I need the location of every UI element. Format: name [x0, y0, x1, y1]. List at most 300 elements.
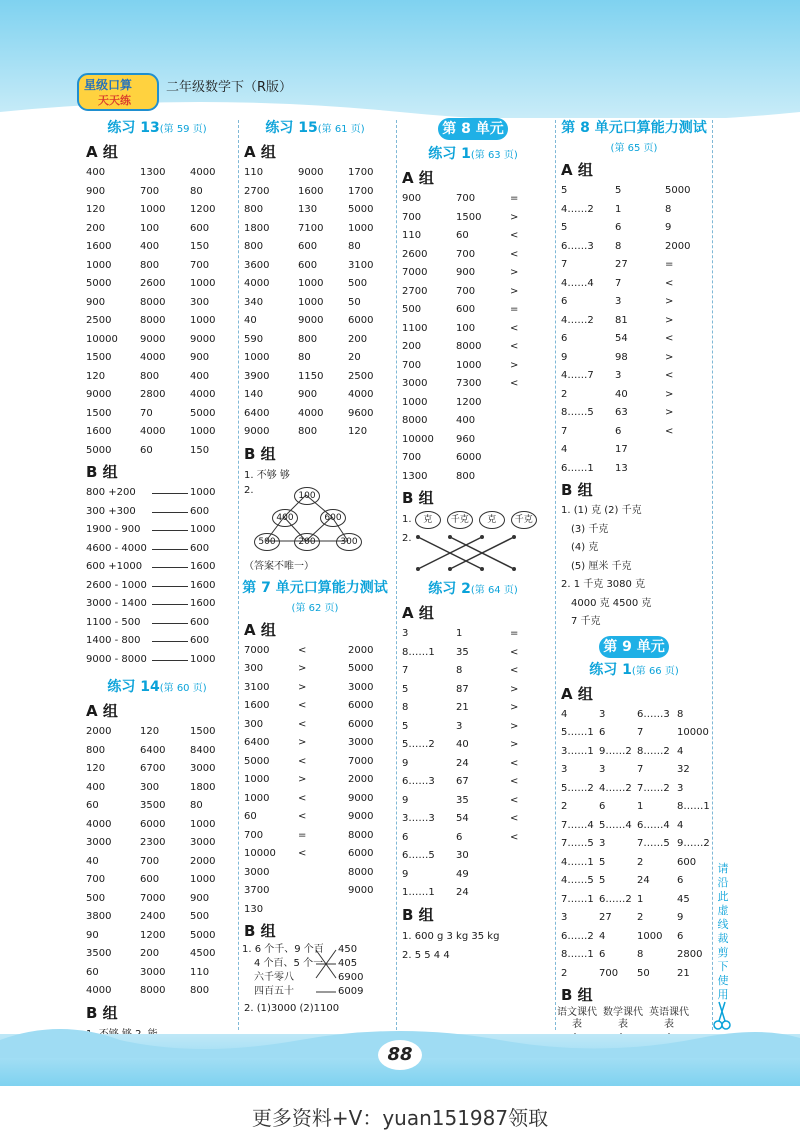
answer-cell: 4: [561, 708, 568, 720]
answer-row: [240, 423, 390, 442]
answer-cell: 1500: [190, 726, 216, 737]
circled-unit: 克: [415, 511, 441, 529]
answer-cell: 3: [615, 296, 622, 307]
circled-unit: 克: [479, 511, 505, 529]
answer-text: 4000 克 4500 克: [571, 597, 652, 609]
exercise-title: 练习 1(第 66 页): [589, 661, 679, 678]
answer-row: [557, 835, 711, 854]
answer-cell: =: [298, 829, 307, 841]
answer-cell: 6400: [244, 407, 270, 419]
answer-cell: 3600: [244, 259, 270, 271]
answer-row: [82, 183, 232, 202]
answer-list: [82, 164, 232, 460]
answer-cell: <: [510, 794, 519, 806]
answer-cell: 60: [86, 800, 99, 811]
answer-row: [398, 847, 548, 866]
answer-cell: 1200: [190, 204, 216, 215]
answer-row: [398, 449, 548, 468]
answer-cell: 340: [244, 296, 264, 308]
answer-cell: 7……5: [637, 838, 670, 849]
answer-cell: 2600: [402, 248, 428, 260]
answer-cell: 2: [561, 801, 568, 812]
answer-cell: 9600: [348, 407, 374, 419]
answer-cell: 9000: [190, 333, 216, 345]
answer-cell: 7……5: [561, 838, 594, 849]
answer-cell: 50: [637, 967, 650, 979]
group-label: B 组: [86, 463, 118, 481]
answer-cell: 80: [348, 241, 361, 252]
answer-cell: >: [510, 211, 519, 223]
answer-cell: >: [298, 663, 307, 674]
test-page: (第 65 页): [610, 143, 658, 154]
answer-cell: 4: [677, 819, 684, 831]
answer-cell: 6: [599, 801, 606, 812]
answer-cell: 900: [86, 296, 106, 308]
answer-list: [240, 642, 390, 920]
answer-cell: 70: [140, 407, 153, 419]
answer-cell: 6400: [244, 737, 270, 748]
answer-cell: 300: [244, 718, 264, 730]
answer-cell: 1: [456, 628, 463, 639]
answer-cell: 9000: [140, 333, 166, 345]
answer-row: [240, 349, 390, 368]
group-label: B 组: [561, 986, 593, 1004]
answer-cell: 300: [190, 296, 210, 308]
answer-cell: 4……7: [561, 370, 594, 381]
answer-cell: 5……4: [599, 819, 632, 831]
answer-cell: 6000: [456, 452, 482, 463]
answer-list: [82, 723, 232, 1001]
answer-cell: 3: [561, 764, 568, 775]
book-title: 二年级数学下（R版）: [166, 80, 293, 95]
answer-row: [240, 386, 390, 405]
answer-cell: 40: [244, 315, 257, 326]
result: 600: [190, 616, 210, 628]
answer-row: [398, 884, 548, 903]
unit-header: [557, 632, 711, 658]
answer-list: [240, 164, 390, 442]
answer-cell: 120: [348, 426, 368, 437]
answer-row: [398, 190, 548, 209]
answer-row: [82, 331, 232, 350]
equals-line: [152, 530, 188, 531]
answer-cell: 1000: [402, 396, 428, 408]
equals-line: [152, 567, 188, 568]
answer-cell: 2: [637, 912, 644, 923]
answer-row: [240, 790, 390, 809]
answer-row: [82, 964, 232, 983]
answer-cell: >: [510, 720, 519, 732]
result: 1600: [190, 561, 216, 572]
answer-row: [557, 330, 711, 349]
answer-cell: 1000: [190, 315, 216, 326]
answer-cell: 2700: [244, 185, 270, 197]
answer-row: [240, 901, 390, 920]
answer-row: [240, 864, 390, 883]
answer-cell: 24: [456, 757, 469, 769]
answer-cell: 100: [140, 222, 160, 234]
answer-cell: 45: [677, 893, 690, 905]
answer-cell: 7: [637, 727, 644, 738]
answer-cell: 400: [86, 781, 106, 793]
answer-cell: 1000: [190, 818, 216, 830]
answer-text: 2. (1)3000 (2)1100: [244, 1003, 340, 1014]
answer-row: [82, 577, 232, 596]
answer-cell: 4……2: [561, 203, 594, 215]
answer-cell: 1: [637, 893, 644, 905]
column-divider: [396, 120, 397, 1030]
answer-cell: 2: [561, 388, 568, 400]
answer-cell: 1000: [244, 792, 270, 804]
answer-cell: 5……2: [402, 739, 435, 750]
answer-cell: 2000: [665, 240, 691, 252]
answer-cell: 8000: [348, 866, 374, 878]
answer-row: [240, 679, 390, 698]
answer-cell: 6: [456, 831, 463, 843]
answer-cell: 1000: [190, 426, 216, 437]
answer-cell: =: [665, 259, 674, 270]
answer-cell: 1000: [244, 774, 270, 785]
answer-cell: 120: [86, 370, 106, 382]
answer-cell: 130: [244, 903, 264, 915]
answer-cell: 6000: [348, 315, 374, 326]
answer-cell: 7: [402, 665, 409, 676]
answer-cell: 800: [140, 259, 160, 271]
answer-cell: =: [510, 304, 519, 315]
answer-cell: 400: [190, 370, 210, 382]
answer-row: [398, 773, 548, 792]
answer-cell: 9000: [348, 885, 374, 896]
answer-cell: 800: [86, 744, 106, 756]
answer-cell: 200: [140, 948, 160, 959]
circled-unit: 千克: [511, 511, 537, 529]
answer-cell: 7……4: [561, 819, 594, 831]
answer-cell: 600: [298, 259, 318, 271]
answer-text: 2.: [244, 484, 254, 496]
answer-cell: 700: [456, 248, 476, 260]
answer-cell: 4……5: [561, 875, 594, 886]
test-title: 第 8 单元口算能力测试: [561, 120, 707, 136]
answer-cell: 4: [677, 745, 684, 757]
answer-cell: 110: [244, 167, 264, 178]
answer-note: （答案不唯一）: [244, 560, 314, 572]
matching-rows: [240, 943, 390, 999]
answer-cell: 1150: [298, 370, 324, 382]
group-label: B 组: [244, 444, 276, 463]
answer-cell: 3500: [86, 948, 112, 959]
answer-cell: 27: [615, 259, 628, 270]
answer-cell: 9: [677, 912, 684, 923]
answer-cell: 700: [140, 185, 160, 197]
answer-cell: >: [510, 267, 519, 278]
answer-cell: 400: [456, 415, 476, 426]
answer-cell: 6……2: [599, 893, 632, 905]
exercise-title: 练习 13(第 59 页): [107, 120, 207, 136]
answer-cell: 2: [637, 856, 644, 868]
answer-cell: 110: [190, 966, 210, 978]
answer-row: [398, 246, 548, 265]
answer-row: [82, 595, 232, 614]
answer-row: [240, 220, 390, 239]
answer-cell: 6: [615, 425, 622, 437]
answer-cell: 6000: [140, 818, 166, 830]
answer-cell: <: [665, 425, 674, 437]
answer-cell: 2000: [348, 644, 374, 656]
exercise-title: 练习 14(第 60 页): [107, 679, 207, 695]
answer-cell: 7: [561, 425, 568, 437]
test-page: (第 62 页): [291, 602, 339, 614]
answer-row: [82, 834, 232, 853]
answer-cell: 4000: [298, 407, 324, 419]
answer-row: [557, 761, 711, 780]
answer-cell: 1500: [86, 352, 112, 363]
crossing-diagram: [398, 529, 548, 577]
result: 600: [190, 542, 210, 554]
watermark-text: 更多资料+V：yuan151987领取: [251, 1106, 549, 1130]
answer-cell: 1700: [348, 185, 374, 197]
answer-cell: 200: [86, 222, 106, 234]
answer-cell: 8000: [402, 415, 428, 426]
answer-row: [82, 521, 232, 540]
answer-cell: <: [510, 230, 519, 241]
answer-row: [557, 743, 711, 762]
answer-row: [82, 558, 232, 577]
answer-cell: 800: [298, 333, 318, 345]
answer-cell: 7……2: [637, 782, 670, 794]
answer-cell: 67: [456, 776, 469, 787]
answer-cell: 6: [561, 333, 568, 344]
answer-cell: 700: [402, 452, 422, 463]
answer-cell: 900: [298, 389, 318, 400]
answer-cell: 150: [190, 241, 210, 252]
result: 1600: [190, 579, 216, 591]
answer-cell: 30: [456, 850, 469, 861]
answer-row: [82, 368, 232, 387]
answer-row: [82, 632, 232, 651]
answer-row: [240, 771, 390, 790]
answer-cell: 3: [402, 628, 409, 639]
equals-line: [152, 586, 188, 587]
equals-line: [152, 493, 188, 494]
answer-row: [240, 312, 390, 331]
answer-cell: =: [510, 193, 519, 204]
answer-row: [398, 662, 548, 681]
answer-cell: 4: [561, 444, 568, 455]
answer-cell: <: [665, 370, 674, 381]
answer-row: [82, 442, 232, 461]
answer-cell: 5: [599, 856, 606, 868]
answer-cell: 21: [677, 967, 690, 979]
answer-cell: 100: [456, 322, 476, 334]
answer-row: [557, 182, 711, 201]
group-label: A 组: [561, 161, 593, 179]
matching-left: 四百五十: [254, 986, 294, 997]
answer-cell: 1200: [456, 396, 482, 408]
answer-cell: 6000: [348, 848, 374, 859]
answer-row: [82, 853, 232, 872]
tree-node: 400: [272, 509, 298, 527]
answer-text: (3) 千克: [571, 523, 609, 535]
answer-cell: 700: [402, 359, 422, 371]
tree-node: 600: [320, 509, 346, 527]
expression: 1400 - 800: [86, 635, 141, 646]
result: 600: [190, 505, 210, 517]
answer-cell: 21: [456, 702, 469, 713]
answer-list: [557, 182, 711, 478]
answer-cell: <: [510, 813, 519, 824]
answer-row: [240, 660, 390, 679]
answer-cell: 1000: [86, 259, 112, 271]
matching-right: 405: [338, 958, 358, 969]
answer-cell: 400: [86, 167, 106, 178]
expression: 1100 - 500: [86, 616, 141, 628]
answer-row: [557, 460, 711, 479]
answer-row: [82, 349, 232, 368]
answer-cell: 3: [677, 782, 684, 794]
answer-cell: 8000: [348, 829, 374, 841]
answer-row: [82, 405, 232, 424]
answer-row: [398, 829, 548, 848]
answer-cell: 6: [615, 222, 622, 233]
answer-cell: 6: [599, 727, 606, 738]
answer-cell: 4000: [244, 278, 270, 289]
expression: 300 +300: [86, 505, 136, 517]
answer-cell: <: [510, 378, 519, 389]
answer-cell: 4……1: [561, 856, 594, 868]
answer-cell: 1000: [456, 359, 482, 371]
answer-row: [82, 723, 232, 742]
answer-cell: 8……1: [677, 801, 710, 812]
answer-cell: >: [298, 737, 307, 748]
answer-row: [240, 183, 390, 202]
answer-row: [398, 699, 548, 718]
answer-cell: 6……3: [637, 708, 670, 720]
logo: [76, 72, 162, 112]
answer-cell: 500: [86, 892, 106, 904]
tree-node: 500: [254, 533, 280, 551]
unit-badge: 第 9 单元: [599, 636, 669, 658]
matching-left: 六千零八: [254, 972, 294, 983]
answer-cell: 7……1: [561, 893, 594, 905]
answer-row: [82, 294, 232, 313]
answer-cell: 2800: [140, 389, 166, 400]
answer-cell: 5000: [86, 278, 112, 289]
answer-row: [398, 357, 548, 376]
answer-cell: >: [665, 351, 674, 363]
answer-cell: 6: [402, 831, 409, 843]
answer-cell: 4000: [86, 985, 112, 996]
answer-cell: 4……2: [599, 782, 632, 794]
answer-cell: 9000: [86, 389, 112, 400]
answer-cell: >: [665, 388, 674, 400]
answer-cell: 3000: [348, 737, 374, 748]
answer-cell: 700: [599, 967, 619, 979]
answer-cell: 8000: [456, 341, 482, 352]
answer-row: [398, 644, 548, 663]
matching-right: 450: [338, 944, 358, 955]
answer-row: [398, 755, 548, 774]
answer-row: [557, 201, 711, 220]
answer-cell: 2300: [140, 837, 166, 848]
answer-cell: <: [510, 831, 519, 843]
answer-row: [557, 965, 711, 984]
answer-row: [398, 338, 548, 357]
answer-cell: <: [298, 848, 307, 859]
group-label: B 组: [86, 1003, 118, 1022]
answer-cell: 8: [615, 240, 622, 252]
answer-row: [557, 238, 711, 257]
result: 1000: [190, 524, 216, 535]
answer-cell: 1000: [348, 222, 374, 234]
answer-cell: 80: [190, 185, 203, 197]
answer-cell: 1600: [86, 241, 112, 252]
answer-row: [240, 294, 390, 313]
answer-cell: 90: [86, 929, 99, 941]
answer-cell: 1200: [140, 929, 166, 941]
answer-cell: 500: [190, 911, 210, 922]
answer-cell: 10000: [86, 333, 118, 345]
answer-row: [557, 423, 711, 442]
answer-cell: 9: [665, 222, 672, 233]
answer-text: 1. (1) 克 (2) 千克: [561, 505, 642, 516]
answer-row: [398, 283, 548, 302]
answer-cell: 5: [561, 185, 568, 196]
answer-cell: 8000: [140, 315, 166, 326]
answer-cell: 600: [190, 222, 210, 234]
answer-row: [398, 394, 548, 413]
answer-row: [82, 890, 232, 909]
answer-row: [557, 872, 711, 891]
answer-row: [398, 792, 548, 811]
answer-text: 1. 600 g 3 kg 35 kg: [402, 930, 500, 942]
answer-row: [398, 264, 548, 283]
answer-cell: 8……5: [561, 407, 594, 418]
answer-cell: 8: [677, 708, 684, 720]
answer-cell: 80: [190, 800, 203, 811]
answer-cell: 8000: [140, 296, 166, 308]
answer-cell: 4000: [348, 389, 374, 400]
answer-cell: 1000: [298, 278, 324, 289]
answer-cell: 3……1: [561, 745, 594, 757]
answer-row: [557, 909, 711, 928]
answer-row: [82, 614, 232, 633]
answer-cell: 6……1: [561, 462, 594, 474]
result: 1000: [190, 487, 216, 498]
answer-cell: 2800: [677, 949, 703, 960]
answer-list: [82, 484, 232, 669]
answer-cell: 3000: [348, 681, 374, 693]
answer-cell: 32: [677, 764, 690, 775]
answer-cell: 2500: [348, 370, 374, 382]
equals-line: [152, 549, 188, 550]
group-label: B 组: [402, 489, 434, 507]
answer-row: [557, 275, 711, 294]
answer-row: [557, 798, 711, 817]
answer-cell: 800: [190, 985, 210, 996]
answer-row: [557, 293, 711, 312]
answer-cell: 3000: [190, 763, 216, 774]
answer-cell: 8: [637, 949, 644, 960]
answer-cell: 5000: [348, 663, 374, 674]
answer-cell: <: [510, 646, 519, 658]
answer-row: [240, 827, 390, 846]
answer-cell: 9000: [348, 811, 374, 822]
answer-cell: 1600: [244, 700, 270, 711]
answer-cell: 3: [599, 838, 606, 849]
exercise-title: 练习 1(第 63 页): [428, 146, 518, 162]
answer-cell: 300: [140, 781, 160, 793]
answer-text: (4) 克: [571, 542, 599, 553]
